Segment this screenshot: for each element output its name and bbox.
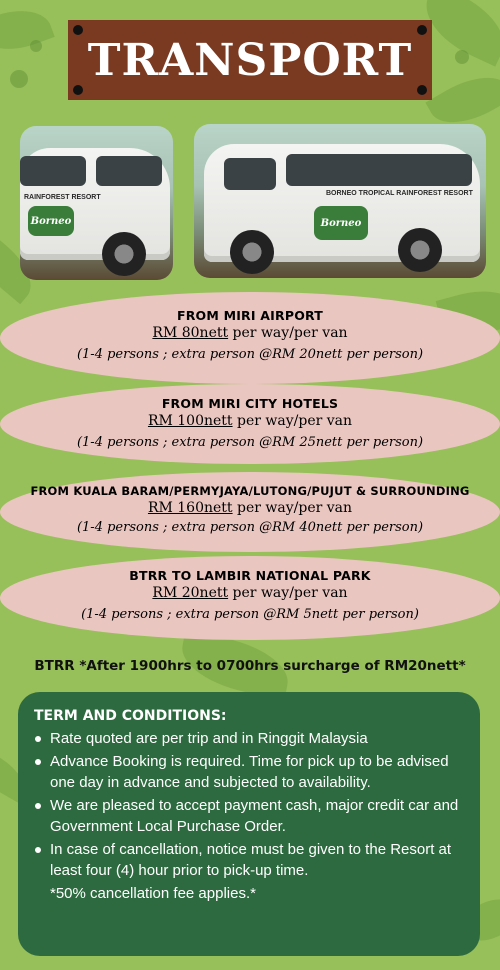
van-photo-right — [194, 124, 486, 278]
route-price-unit: per way/per van — [232, 413, 353, 429]
route-note: (1-4 persons ; extra person @RM 40nett per person) — [76, 520, 424, 535]
route-price — [0, 500, 500, 516]
route-price-unit: per way/per van — [232, 500, 353, 516]
van-wheel — [398, 228, 442, 272]
title-banner — [68, 20, 432, 100]
van-window — [96, 156, 162, 186]
page-title: TRANSPORT — [87, 34, 413, 86]
list-item: In case of cancellation, notice must be given to the Resort at least four (4) hour prior to pick-up time. — [34, 839, 464, 881]
route-price-amount: RM 20nett — [152, 585, 229, 601]
rivet-icon — [417, 25, 427, 35]
rivet-icon — [73, 85, 83, 95]
van-window — [20, 156, 86, 186]
route-card-airport — [0, 292, 500, 384]
route-price — [0, 413, 500, 429]
route-price-amount: RM 160nett — [147, 500, 233, 516]
van-window — [286, 154, 472, 186]
rivet-icon — [73, 25, 83, 35]
van-side-text: RAINFOREST RESORT — [24, 194, 101, 201]
terms-panel — [18, 692, 480, 956]
route-title: BTRR TO LAMBIR NATIONAL PARK — [129, 568, 371, 583]
route-note: (1-4 persons ; extra person @RM 25nett per person) — [76, 435, 424, 450]
decorative-leaf — [0, 0, 55, 61]
logo-text: Borneo — [320, 217, 362, 229]
route-price-unit: per way/per van — [228, 325, 348, 341]
decorative-dot — [455, 50, 469, 64]
route-price-amount: RM 100nett — [147, 413, 233, 429]
cancellation-fee-note: *50% cancellation fee applies.* — [50, 885, 256, 902]
van-wheel — [102, 232, 146, 276]
decorative-dot — [10, 70, 28, 88]
route-price — [0, 325, 500, 341]
terms-title: TERM AND CONDITIONS: — [34, 708, 227, 724]
van-window — [224, 158, 276, 190]
resort-logo — [28, 206, 74, 236]
van-photo-left — [20, 126, 173, 280]
route-note: (1-4 persons ; extra person @RM 20nett per person) — [76, 347, 424, 362]
list-item: Rate quoted are per trip and in Ringgit Malaysia — [34, 728, 464, 749]
rivet-icon — [417, 85, 427, 95]
van-wheel — [230, 230, 274, 274]
route-price-amount: RM 80nett — [152, 325, 229, 341]
decorative-dot — [30, 40, 42, 52]
list-item: Advance Booking is required. Time for pick up to be advised one day in advance and subjected to availability. — [34, 751, 464, 793]
route-note: (1-4 persons ; extra person @RM 5nett per person) — [81, 607, 419, 622]
route-title: FROM MIRI AIRPORT — [176, 308, 324, 323]
list-item: We are pleased to accept payment cash, major credit car and Government Local Purchase Order. — [34, 795, 464, 837]
route-title: FROM KUALA BARAM/PERMYJAYA/LUTONG/PUJUT & SURROUNDING — [30, 484, 470, 498]
terms-list — [34, 728, 464, 881]
surcharge-note: BTRR *After 1900hrs to 0700hrs surcharge of RM20nett* — [34, 658, 466, 674]
route-card-kuala-baram — [0, 472, 500, 552]
route-title: FROM MIRI CITY HOTELS — [161, 396, 339, 411]
logo-text: Borneo — [30, 215, 72, 227]
route-price-unit: per way/per van — [228, 585, 348, 601]
van-side-text: BORNEO TROPICAL RAINFOREST RESORT — [326, 190, 473, 197]
route-card-city-hotels — [0, 384, 500, 464]
route-price — [0, 585, 500, 601]
resort-logo — [314, 206, 368, 240]
route-card-lambir — [0, 556, 500, 640]
